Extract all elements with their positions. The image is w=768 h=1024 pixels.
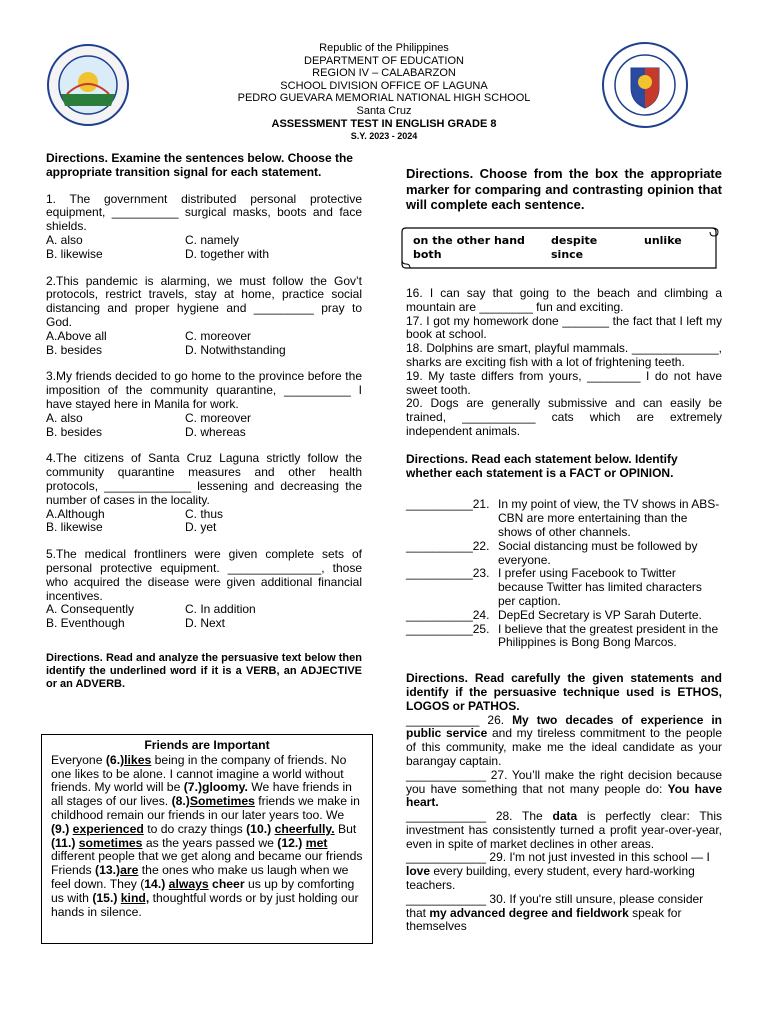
box-title: Friends are Important (144, 738, 270, 752)
question-16: 16. I can say that going to the beach and climbing a mountain are ________ fun and exciting. (406, 286, 722, 314)
persuasive-text (51, 754, 363, 920)
underlined-word: likes (124, 752, 152, 767)
question-1 (46, 193, 362, 262)
option-c: C. namely (185, 232, 240, 247)
text: ____________ 28. The (406, 809, 553, 824)
statement-text: DepEd Secretary is VP Sarah Duterte. (498, 607, 702, 622)
question-text: 2.This pandemic is alarming, we must follow the Gov’t protocols, restrict travels, stay at home, practice social distancing and proper hygiene and _________ pray to God. (46, 273, 362, 329)
bold-phrase: data (552, 809, 578, 824)
text: friends we make in childhood remain our friends in our later years too. We (51, 794, 360, 822)
underlined-word: experienced (72, 821, 144, 836)
text: Everyone (51, 752, 106, 767)
header-line: SCHOOL DIVISION OFFICE OF LAGUNA (280, 79, 488, 92)
text: But (334, 821, 357, 836)
text: ____________ 30. If you're still unsure, please consider that (406, 891, 704, 920)
answer-options (46, 234, 362, 262)
answer-blank: __________22. (406, 538, 490, 553)
item-number: (12.) (277, 835, 303, 850)
option-c: C. moreover (185, 328, 252, 343)
option-a: A.Although (46, 506, 105, 521)
question-20: 20. Dogs are generally submissive and can easily be trained, ___________ cats which are extremely independent animals. (406, 396, 722, 438)
option-d: D. Notwithstanding (185, 342, 286, 357)
text: ____________ 27. You’ll make the right decision because you have something that not many people do: (406, 767, 722, 796)
underlined-word: gloomy. (202, 780, 248, 795)
document-header (0, 42, 768, 143)
option-d: D. together with (185, 246, 270, 261)
option-b: B. likewise (46, 246, 103, 261)
header-line: DEPARTMENT OF EDUCATION (304, 54, 464, 67)
underlined-word: Sometimes (189, 794, 255, 809)
word-box (413, 234, 713, 262)
left-column (46, 152, 362, 691)
question-22 (406, 540, 722, 568)
question-4 (46, 452, 362, 535)
header-line: REGION IV – CALABARZON (312, 67, 456, 80)
test-title: ASSESSMENT TEST IN ENGLISH GRADE 8 (271, 117, 497, 130)
part5-directions: Directions. Read carefully the given statements and identify if the persuasive technique used is ETHOS, LOGOS or PATHOS. (406, 671, 722, 713)
item-number: (10.) (246, 821, 272, 836)
bold-phrase: love (406, 864, 431, 879)
underlined-word: sometimes (78, 835, 143, 850)
option-c: C. thus (185, 506, 224, 521)
text: the ones who make us laugh when we feel down. They ( (51, 863, 349, 891)
item-26 (406, 714, 722, 769)
part1-directions: Directions. Examine the sentences below. Choose the appropriate transition signal for each statement. (46, 151, 353, 179)
option-a: A. also (46, 410, 83, 425)
header-line: PEDRO GUEVARA MEMORIAL NATIONAL HIGH SCHOOL (237, 92, 531, 105)
statement-text: In my point of view, the TV shows in ABS-CBN are more entertaining than the shows of other channels. (498, 497, 720, 539)
option-d: D. yet (185, 520, 217, 535)
statement-text: I prefer using Facebook to Twitter because Twitter has limited characters per caption. (498, 566, 702, 608)
option-d: D. whereas (185, 424, 246, 439)
answer-blank: __________23. (406, 566, 490, 581)
word-option: despite (551, 234, 598, 247)
answer-options (46, 603, 362, 631)
part4-directions: Directions. Read each statement below. Identify whether each statement is a FACT or OPINION. (406, 451, 678, 480)
bold-phrase: You have heart. (406, 781, 722, 810)
item-number: (9.) (51, 821, 70, 836)
text: being in the company of friends. No one likes to be alone. I cannot imagine a world without friends. My world will be (51, 752, 347, 795)
text: is perfectly clear: This investment has consistently turned a profit year-over-year, even in spite of market declines in other areas. (406, 809, 722, 851)
answer-blank: __________21. (406, 497, 490, 512)
answer-options (46, 412, 362, 440)
option-b: B. besides (46, 342, 103, 357)
statement-text: Social distancing must be followed by everyone. (498, 538, 698, 567)
option-c: C. moreover (185, 410, 252, 425)
item-30 (406, 893, 722, 934)
underlined-word: cheerfully. (274, 821, 335, 836)
option-b: B. likewise (46, 520, 103, 535)
underlined-word: are (120, 863, 139, 878)
part3-directions: Directions. Choose from the box the appropriate marker for comparing and contrasting opinion that will complete each sentence. (406, 166, 722, 212)
option-b: B. Eventhough (46, 616, 125, 631)
bold-phrase: My two decades of experience in public service (406, 712, 723, 741)
text: ___________ 26. (406, 712, 513, 727)
item-number: 14.) (144, 876, 166, 891)
right-column-lower (406, 287, 722, 934)
text: Friends (51, 863, 96, 878)
word-option: unlike (644, 234, 682, 247)
option-b: B. besides (46, 424, 103, 439)
question-text: 5.The medical frontliners were given complete sets of personal protective equipment. ______________, those who acquired the disease were given additional financial incentives. (46, 547, 362, 603)
word-option: both (413, 248, 442, 261)
option-a: A. Consequently (46, 602, 135, 617)
item-27 (406, 769, 722, 810)
text: thoughtful words or by just holding our hands in silence. (51, 890, 359, 919)
question-25 (406, 623, 722, 651)
statement-text: I believe that the greatest president in the Philippines is Bong Bong Marcos. (498, 621, 719, 650)
text: different people that we get along and became our friends (51, 849, 363, 864)
right-column (406, 166, 722, 213)
question-21 (406, 498, 722, 539)
bold-phrase: my advanced degree and fieldwork (429, 905, 629, 920)
persuasive-text-box (41, 734, 373, 944)
underlined-word: kind, (120, 890, 150, 905)
text: us up by comforting us with (51, 876, 355, 905)
item-number: (11.) (51, 835, 76, 850)
text: every building, every student, every hard-working teachers. (406, 864, 695, 893)
question-24 (406, 609, 722, 623)
question-5 (46, 548, 362, 631)
question-text: 4.The citizens of Santa Cruz Laguna strictly follow the community quarantine measures and other health protocols, _____________ lessening and decreasing the number of cases in the locality. (46, 451, 362, 507)
question-18: 18. Dolphins are smart, playful mammals. _____________, sharks are exciting fish with a lot of frightening teeth. (406, 341, 722, 369)
text: speak for themselves (406, 905, 682, 934)
word-option: since (551, 248, 584, 261)
header-line: Santa Cruz (356, 104, 412, 117)
option-d: D. Next (185, 616, 226, 631)
underlined-word: always (168, 876, 209, 891)
item-29 (406, 851, 722, 892)
option-a: A.Above all (46, 328, 107, 343)
option-c: C. In addition (185, 602, 256, 617)
answer-blank: __________25. (406, 621, 490, 636)
answer-options (46, 330, 362, 358)
item-number: (6.) (105, 752, 125, 767)
option-a: A. also (46, 232, 83, 247)
question-text: 1. The government distributed personal protective equipment, __________ surgical masks, boots and face shields. (46, 191, 362, 234)
item-28 (406, 810, 722, 851)
item-number: (8.) (171, 794, 190, 809)
question-3 (46, 370, 362, 439)
text: as the years passed we (142, 835, 278, 850)
question-2 (46, 275, 362, 358)
item-number: (13.) (95, 863, 121, 878)
text: to do crazy things (143, 821, 247, 836)
question-23 (406, 567, 722, 608)
header-line: Republic of the Philippines (319, 42, 449, 54)
question-17: 17. I got my homework done _______ the fact that I left my book at school. (406, 313, 722, 342)
answer-options (46, 508, 362, 536)
item-number: (15.) (92, 890, 118, 905)
question-19: 19. My taste differs from yours, ________ I do not have sweet tooth. (406, 368, 722, 397)
text: We have friends in all stages of our lives. (51, 780, 352, 809)
text: ____________ 29. I'm not just invested in this school — I (406, 850, 710, 865)
school-year: S.Y. 2023 - 2024 (350, 131, 418, 142)
bold-word: cheer (212, 876, 245, 891)
item-number: (7.) (183, 780, 203, 795)
underlined-word: met (305, 835, 328, 850)
part2-directions: Directions. Read and analyze the persuasive text below then identify the underlined word if it is a VERB, an ADJECTIVE or an ADVERB. (46, 651, 362, 690)
text: and my tireless commitment to the people of this community, make me the ideal candidate as your barangay captain. (406, 726, 722, 768)
word-option: on the other hand (413, 234, 525, 247)
question-text: 3.My friends decided to go home to the province before the imposition of the community quarantine, __________ I have stayed here in Manila for work. (46, 369, 362, 411)
answer-blank: __________24. (406, 607, 490, 622)
